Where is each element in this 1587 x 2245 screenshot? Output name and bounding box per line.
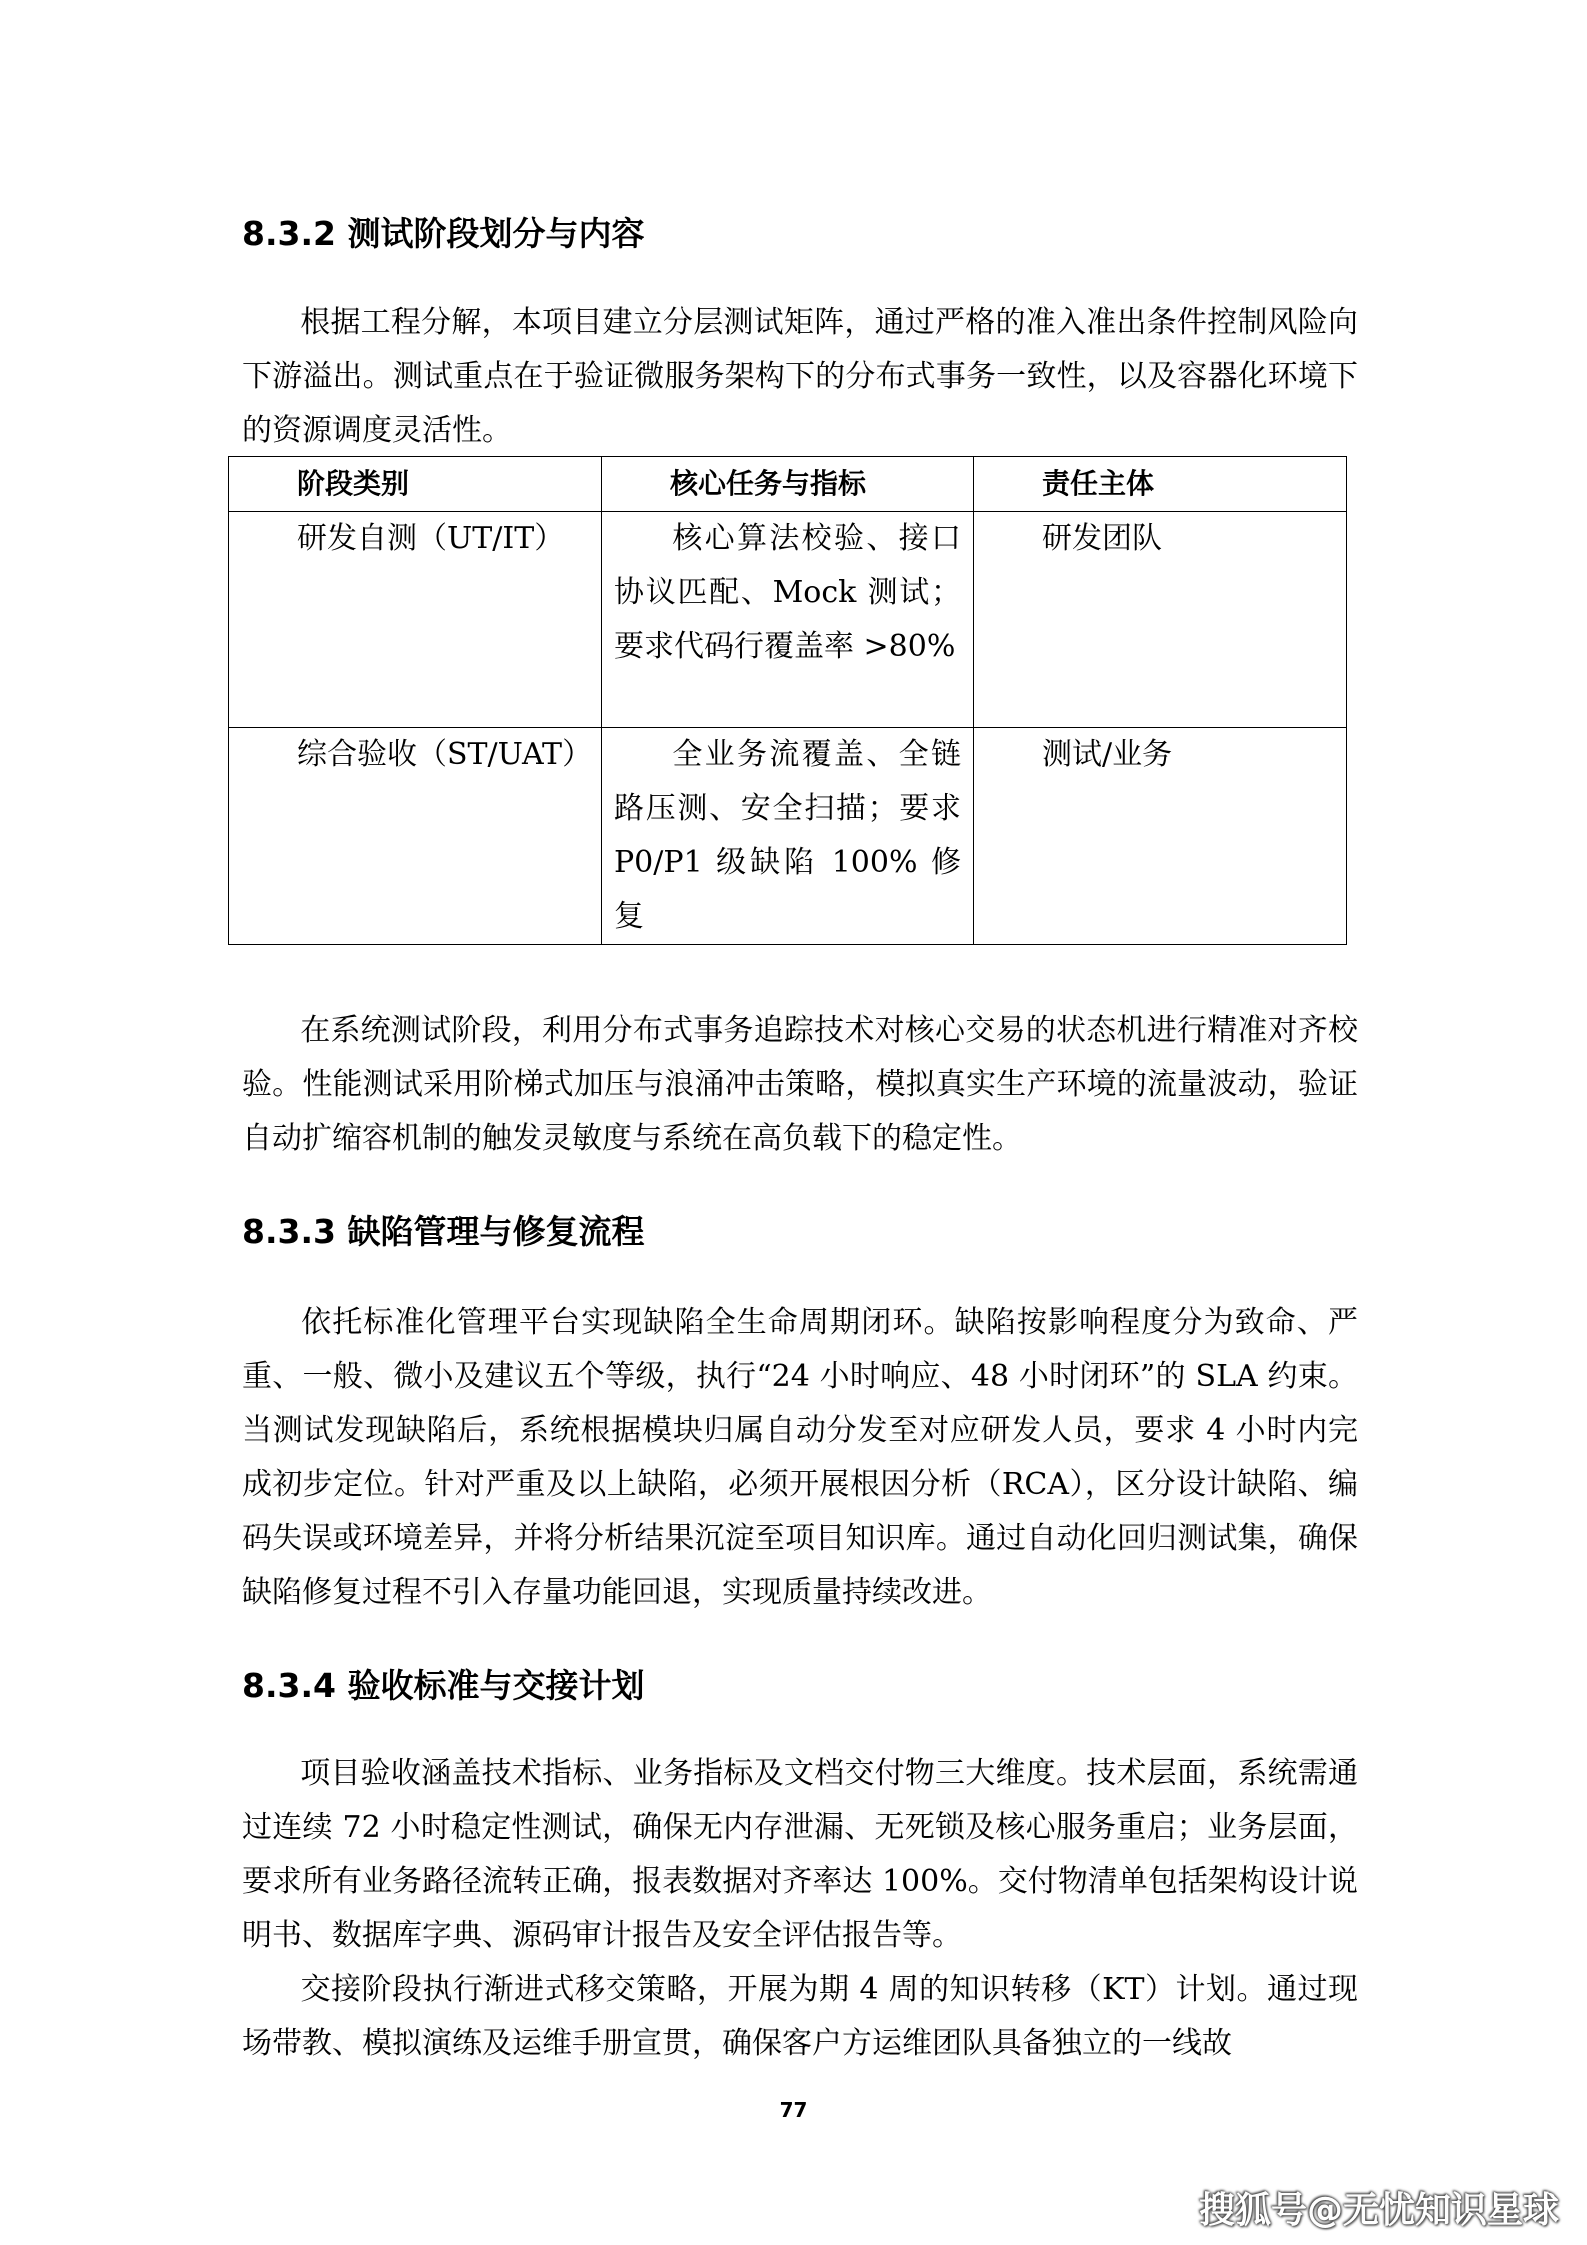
- table-cell-task-text: 核心算法校验、接口协议匹配、Mock 测试；要求代码行覆盖率 >80%: [614, 521, 961, 664]
- table-cell-task: [602, 512, 974, 728]
- table-header-stage: 阶段类别: [229, 457, 602, 512]
- paragraph-text: 项目验收涵盖技术指标、业务指标及文档交付物三大维度。技术层面，系统需通过连续 72 小时稳定性测试，确保无内存泄漏、无死锁及核心服务重启；业务层面，要求所有业务路径流转正确，报表数据对齐率达 100%。交付物清单包括架构设计说明书、数据库字典、源码审计报告及安全评估报告等。: [242, 1756, 1358, 1953]
- table-cell-task-text: 全业务流覆盖、全链路压测、安全扫描；要求 P0/P1 级缺陷 100% 修复: [614, 737, 961, 934]
- paragraph: [242, 1963, 1358, 2071]
- table-cell-owner: 测试/业务: [974, 728, 1347, 945]
- table-cell-owner: 研发团队: [974, 512, 1347, 728]
- table-cell-stage: 研发自测（UT/IT）: [229, 512, 602, 728]
- paragraph-text: 交接阶段执行渐进式移交策略，开展为期 4 周的知识转移（KT）计划。通过现场带教、模拟演练及运维手册宣贯，确保客户方运维团队具备独立的一线故: [242, 1972, 1358, 2061]
- paragraph-text: 根据工程分解，本项目建立分层测试矩阵，通过严格的准入准出条件控制风险向下游溢出。测试重点在于验证微服务架构下的分布式事务一致性，以及容器化环境下的资源调度灵活性。: [242, 305, 1358, 448]
- paragraph: [242, 296, 1358, 458]
- table-cell-task: [602, 728, 974, 945]
- test-phase-table: [228, 456, 1347, 945]
- table-header-task: 核心任务与指标: [602, 457, 974, 512]
- table-row: [229, 728, 1347, 945]
- table-cell-stage: 综合验收（ST/UAT）: [229, 728, 602, 945]
- page-number: 77: [779, 2098, 808, 2122]
- section-heading-8-3-2: 8.3.2 测试阶段划分与内容: [242, 214, 645, 253]
- paragraph-text: 在系统测试阶段，利用分布式事务追踪技术对核心交易的状态机进行精准对齐校验。性能测试采用阶梯式加压与浪涌冲击策略，模拟真实生产环境的流量波动，验证自动扩缩容机制的触发灵敏度与系统在高负载下的稳定性。: [242, 1013, 1358, 1156]
- section-heading-8-3-4: 8.3.4 验收标准与交接计划: [242, 1666, 645, 1705]
- watermark-text: 搜狐号@无忧知识星球: [1198, 2190, 1559, 2231]
- paragraph: [242, 1747, 1358, 1963]
- table-row: [229, 512, 1347, 728]
- table-header-owner: 责任主体: [974, 457, 1347, 512]
- section-heading-8-3-3: 8.3.3 缺陷管理与修复流程: [242, 1212, 645, 1251]
- paragraph: [242, 1004, 1358, 1166]
- table-header-row: [229, 457, 1347, 512]
- paragraph-text: 依托标准化管理平台实现缺陷全生命周期闭环。缺陷按影响程度分为致命、严重、一般、微小及建议五个等级，执行“24 小时响应、48 小时闭环”的 SLA 约束。当测试发现缺陷后，系统根据模块归属自动分发至对应研发人员，要求 4 小时内完成初步定位。针对严重及以上缺陷，必须开展根因分析（RCA），区分设计缺陷、编码失误或环境差异，并将分析结果沉淀至项目知识库。通过自动化回归测试集，确保缺陷修复过程不引入存量功能回退，实现质量持续改进。: [242, 1305, 1358, 1610]
- paragraph: [242, 1296, 1358, 1620]
